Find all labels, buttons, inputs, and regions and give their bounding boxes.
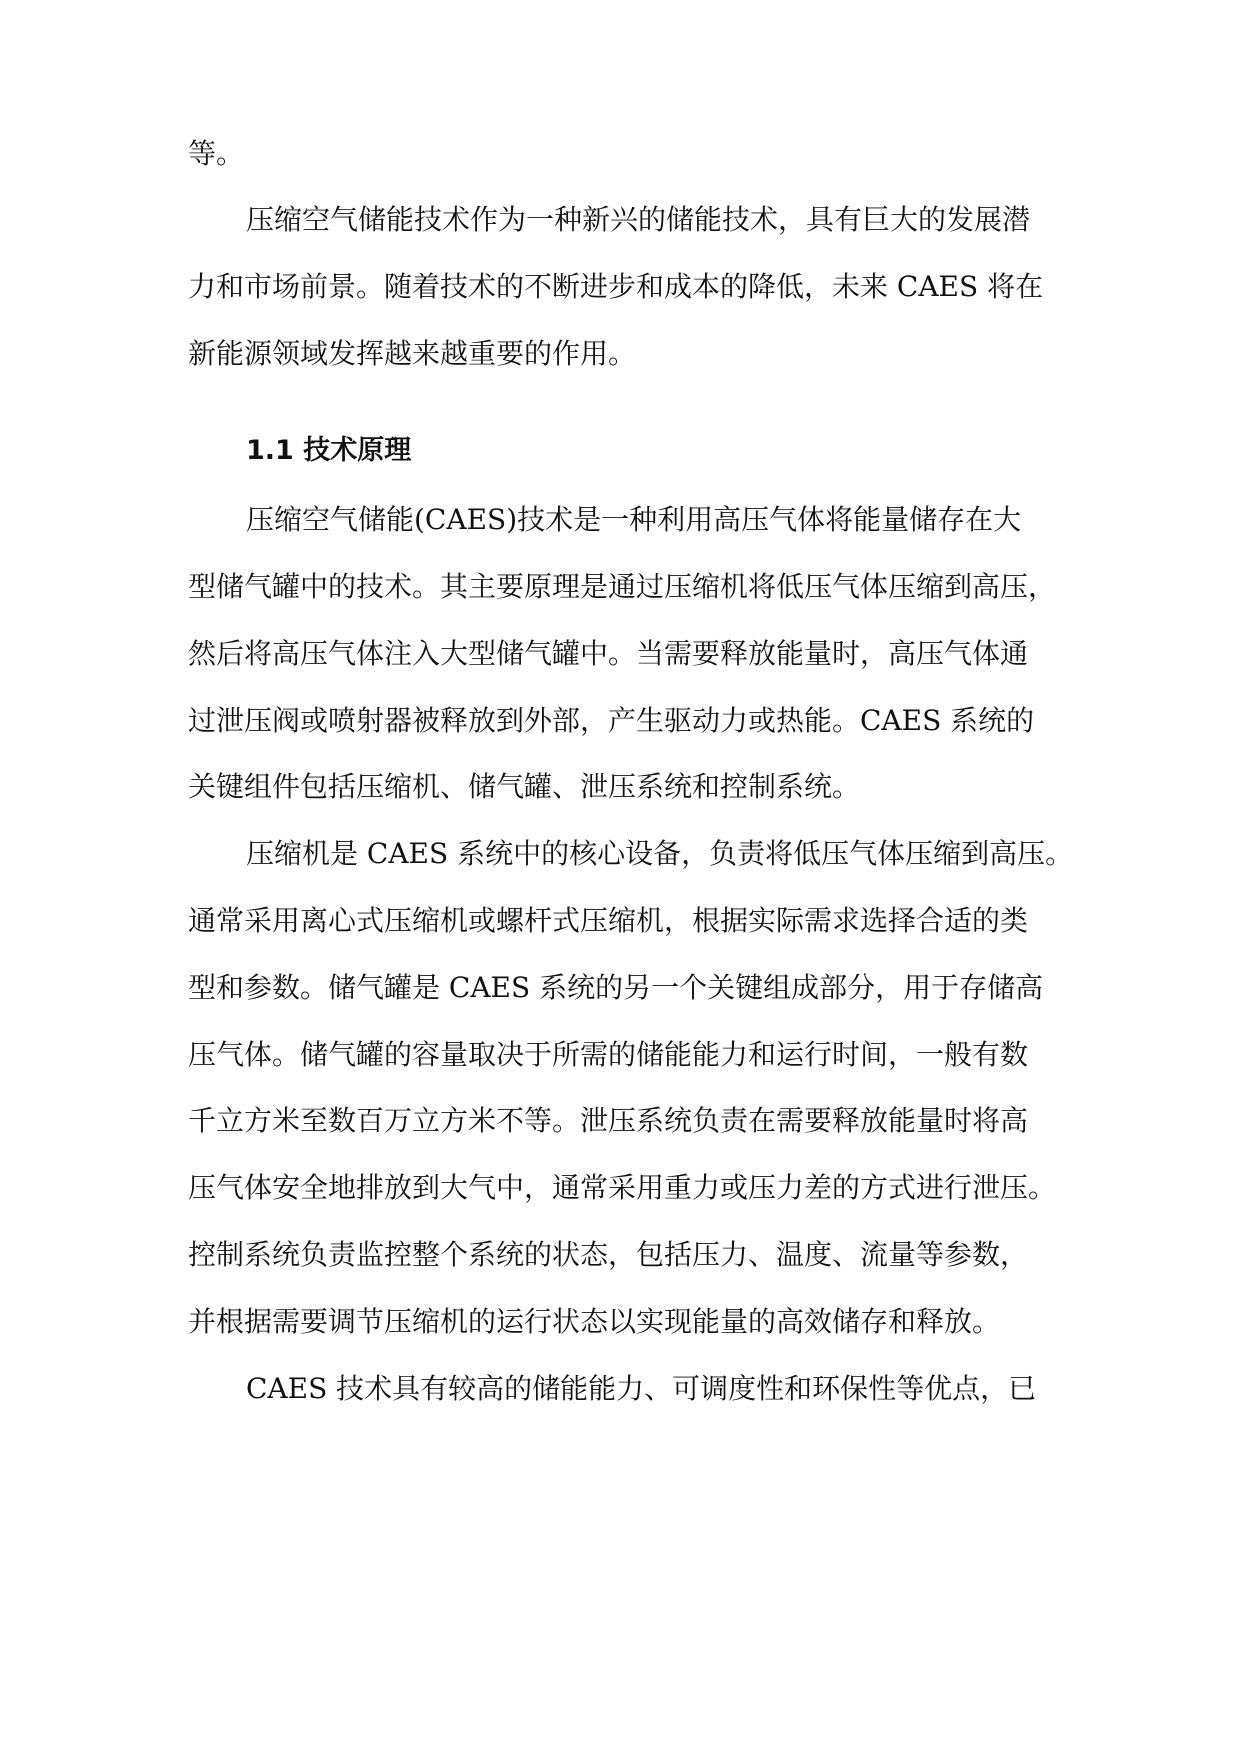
paragraph-line: 型储气罐中的技术。其主要原理是通过压缩机将低压气体压缩到高压，: [188, 570, 1057, 603]
paragraph-line: 压气体安全地排放到大气中，通常采用重力或压力差的方式进行泄压。: [188, 1171, 1057, 1204]
paragraph-line: 然后将高压气体注入大型储气罐中。当需要释放能量时，高压气体通: [188, 637, 1029, 670]
paragraph-line: CAES 技术具有较高的储能能力、可调度性和环保性等优点，已: [246, 1372, 1037, 1405]
paragraph-line: 力和市场前景。随着技术的不断进步和成本的降低，未来 CAES 将在: [188, 270, 1044, 303]
paragraph-line: 压气体。储气罐的容量取决于所需的储能能力和运行时间，一般有数: [188, 1038, 1029, 1071]
paragraph-line: 压缩机是 CAES 系统中的核心设备，负责将低压气体压缩到高压。: [246, 837, 1074, 870]
paragraph-line: 压缩空气储能(CAES)技术是一种利用高压气体将能量储存在大: [246, 503, 1022, 536]
paragraph-line: 关键组件包括压缩机、储气罐、泄压系统和控制系统。: [188, 770, 861, 803]
paragraph-line: 千立方米至数百万立方米不等。泄压系统负责在需要释放能量时将高: [188, 1104, 1029, 1137]
paragraph-line: 新能源领域发挥越来越重要的作用。: [188, 337, 637, 370]
paragraph-line: 等。: [188, 137, 245, 170]
paragraph-line: 过泄压阀或喷射器被释放到外部，产生驱动力或热能。CAES 系统的: [188, 704, 1035, 737]
paragraph-line: 通常采用离心式压缩机或螺杆式压缩机，根据实际需求选择合适的类: [188, 904, 1029, 937]
paragraph-line: 型和参数。储气罐是 CAES 系统的另一个关键组成部分，用于存储高: [188, 971, 1044, 1004]
paragraph-line: 并根据需要调节压缩机的运行状态以实现能量的高效储存和释放。: [188, 1305, 1001, 1338]
section-heading: 1.1 技术原理: [246, 435, 412, 466]
paragraph-line: 压缩空气储能技术作为一种新兴的储能技术，具有巨大的发展潜: [246, 203, 1031, 236]
paragraph-line: 控制系统负责监控整个系统的状态，包括压力、温度、流量等参数，: [188, 1238, 1029, 1271]
